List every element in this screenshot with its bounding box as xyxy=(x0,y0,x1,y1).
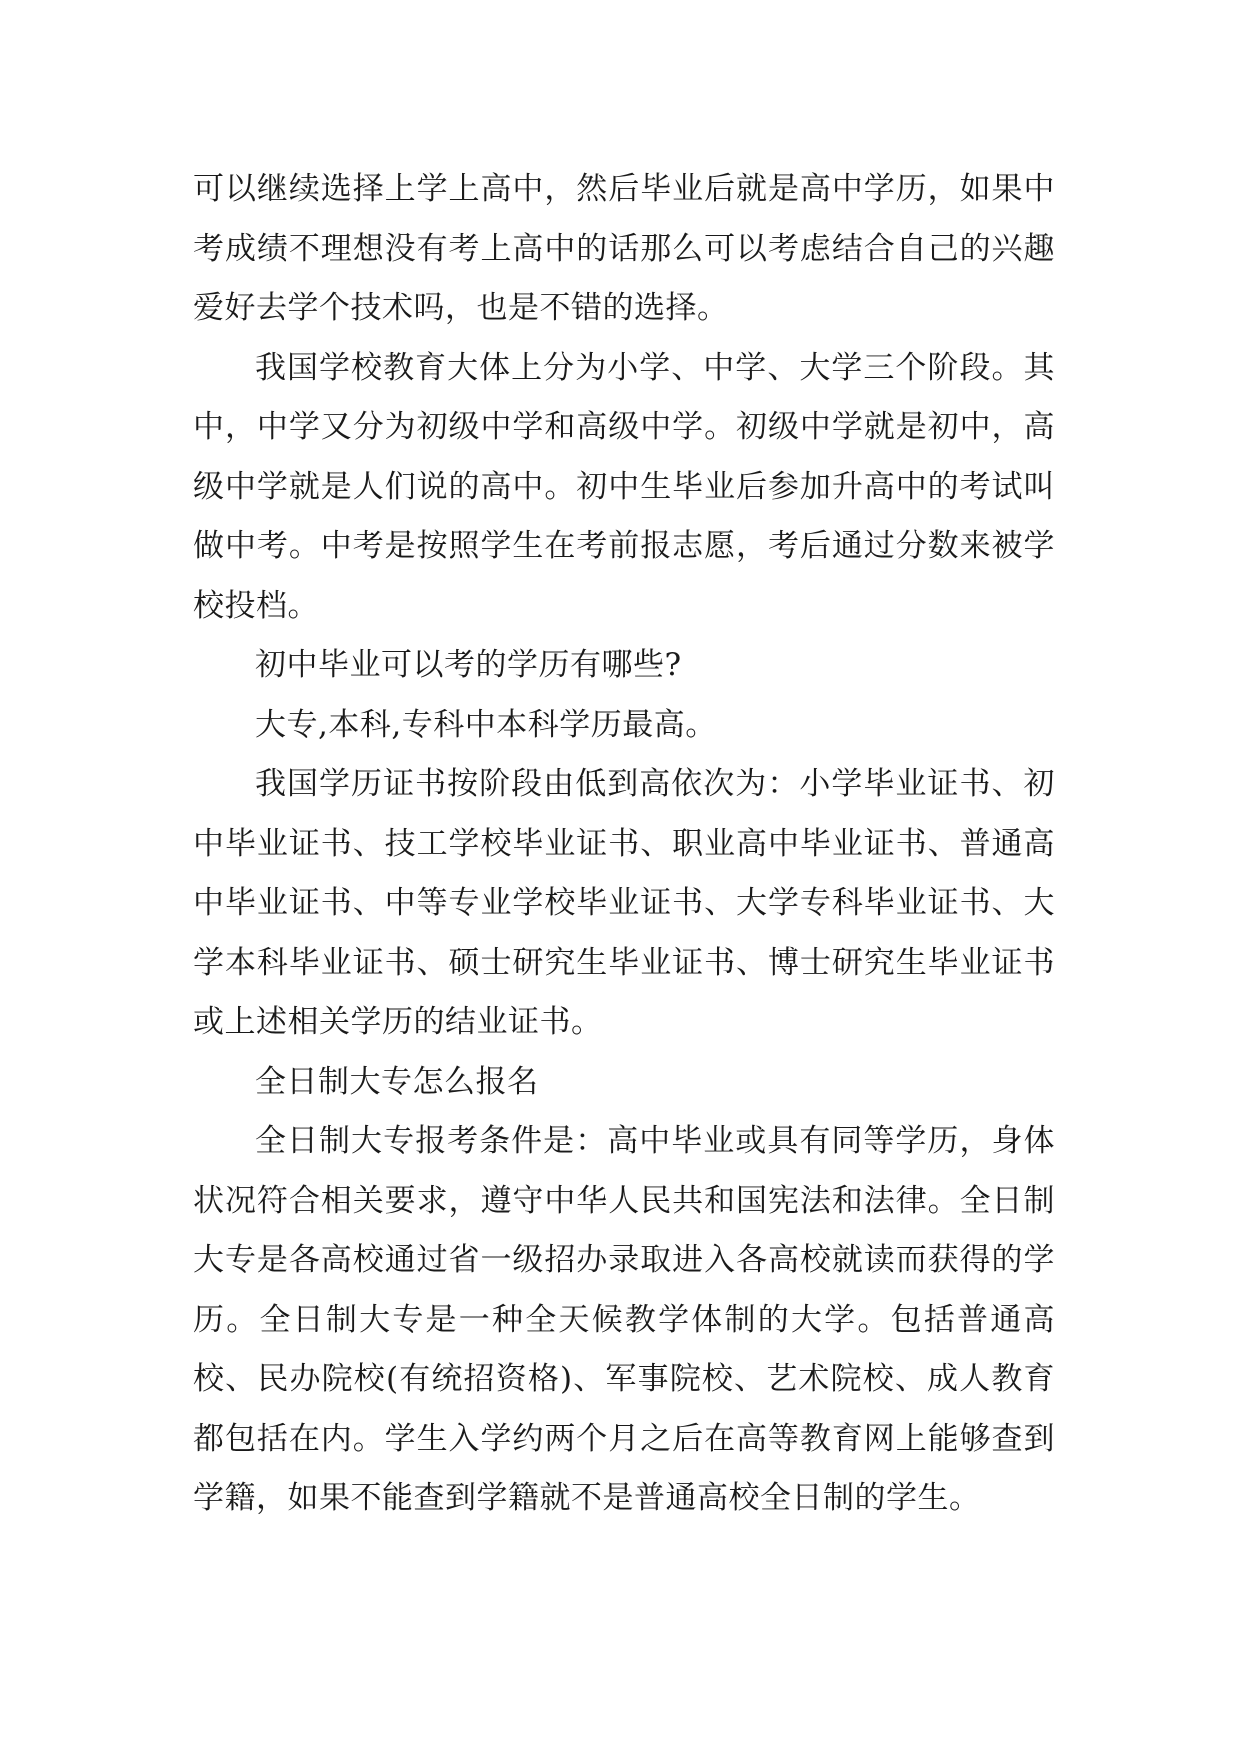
paragraph-answer-degrees: 大专,本科,专科中本科学历最高。 xyxy=(255,706,717,743)
page-bottom-margin xyxy=(0,1620,1241,1754)
paragraph-certificate-order: 我国学历证书按阶段由低到高依次为：小学毕业证书、初中毕业证书、技工学校毕业证书、职业高中毕业证书、普通高中毕业证书、中等专业学校毕业证书、大学专科毕业证书、大学本科毕业证书、硕士研究生毕业证书、博士研究生毕业证书或上述相关学历的结业证书。 xyxy=(193,766,1055,1040)
paragraph-heading-enrollment: 全日制大专怎么报名 xyxy=(255,1063,539,1100)
document-body xyxy=(193,160,1055,1529)
paragraph-enrollment-conditions: 全日制大专报考条件是：高中毕业或具有同等学历，身体状况符合相关要求，遵守中华人民共和国宪法和法律。全日制大专是各高校通过省一级招办录取进入各高校就读而获得的学历。全日制大专是一种全天候教学体制的大学。包括普通高校、民办院校(有统招资格)、军事院校、艺术院校、成人教育都包括在内。学生入学约两个月之后在高等教育网上能够查到学籍，如果不能查到学籍就不是普通高校全日制的学生。 xyxy=(193,1123,1055,1516)
paragraph-continuation: 可以继续选择上学上高中，然后毕业后就是高中学历，如果中考成绩不理想没有考上高中的话那么可以考虑结合自己的兴趣爱好去学个技术吗，也是不错的选择。 xyxy=(193,171,1055,326)
paragraph-question-degrees: 初中毕业可以考的学历有哪些? xyxy=(255,647,682,683)
paragraph-school-stages: 我国学校教育大体上分为小学、中学、大学三个阶段。其中，中学又分为初级中学和高级中学。初级中学就是初中，高级中学就是人们说的高中。初中生毕业后参加升高中的考试叫做中考。中考是按照学生在考前报志愿，考后通过分数来被学校投档。 xyxy=(193,349,1055,624)
